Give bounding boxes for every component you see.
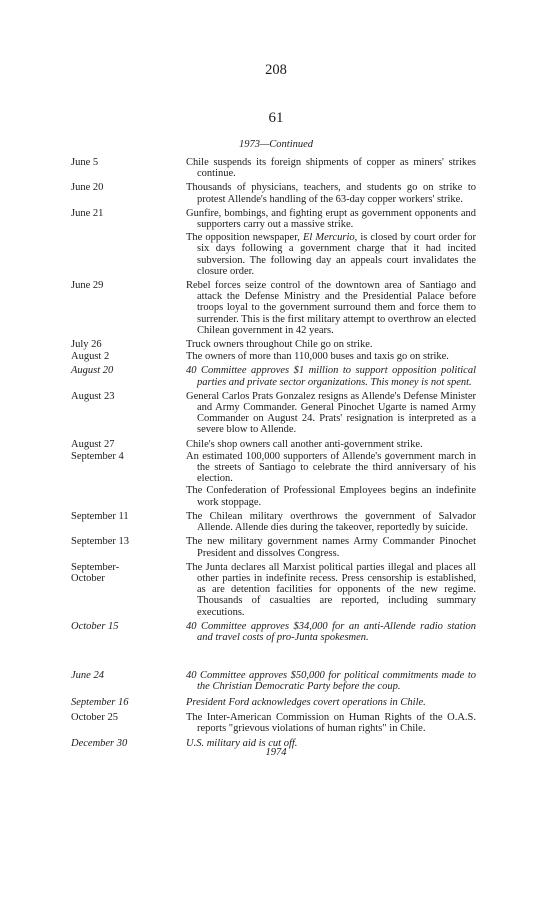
entry-description [186,439,476,450]
entry-text: 40 Committee approves $1 million to support opposition political parties and private sector organizations. This money is not spent. [186,365,476,388]
entry-date: June 5 [71,157,99,168]
entry-date: October 15 [71,620,119,632]
entry-date: August 20 [71,365,114,377]
entry-description [186,351,476,362]
entry-description [186,562,476,618]
chronology-entry [0,351,552,362]
chronology-entry [0,182,552,204]
subheading-1974: 1974 [265,747,287,758]
entry-text: The opposition newspaper, El Mercurio, is closed by court order for six days following a government charge that it had incited subversion. The following day an appeals court invalidates the closure order. [186,232,476,277]
entry-text: The owners of more than 110,000 buses and taxis go on strike. [186,351,449,363]
entry-text: U.S. military aid is cut off. [186,738,298,750]
section-number: 61 [268,110,284,126]
chronology-entry [0,280,552,336]
entry-text: Chile suspends its foreign shipments of copper as miners' strikes continue. [186,157,476,180]
entry-text: General Carlos Prats Gonzalez resigns as Allende's Defense Minister and Army Commander. General Pinochet Ugarte is named Army Commander on August 24. Prats' resignation is interpreted as a severe blow to Allende. [186,390,476,436]
entry-date: September 4 [71,450,124,462]
chronology-entry [0,511,552,533]
entry-date: October 25 [71,711,118,723]
entry-text: Gunfire, bombings, and fighting erupt as government opponents and supporters carry out a massive strike. [186,207,476,231]
entry-description [186,339,476,350]
chronology-entry [0,562,552,618]
entry-description [186,621,476,643]
chronology-entry [0,451,552,508]
chronology-entry [0,391,552,436]
entry-text: The Inter-American Commission on Human Rights of the O.A.S. reports "grievous violations of human rights" in Chile. [186,711,476,734]
entry-date: December 30 [71,738,128,750]
entry-description [186,697,476,708]
chronology-entry [0,365,552,387]
entry-date: September-October [71,561,120,584]
entry-date: August 27 [71,438,115,450]
chronology-entry [0,621,552,643]
entry-description [186,670,476,692]
chronology-entry [0,670,552,692]
entry-description [186,451,476,508]
entry-description [186,365,476,387]
entry-date: June 24 [71,670,104,682]
entry-date: September 16 [71,696,129,708]
section-heading: 1973—Continued [238,139,314,150]
entry-date: June 29 [71,280,104,292]
entry-date: June 21 [71,207,104,219]
entry-text: An estimated 100,000 supporters of Allende's government march in the streets of Santiago to celebrate the third anniversary of his election. [186,450,476,485]
chronology-entry [0,697,552,708]
chronology-entry [0,738,552,749]
chronology-entry [0,339,552,350]
entry-date: August 23 [71,390,115,402]
entry-text: 40 Committee approves $34,000 for an anti-Allende radio station and travel costs of pro-Junta spokesmen. [186,620,476,643]
entry-date: September 13 [71,536,130,548]
entry-text: Thousands of physicians, teachers, and students go on strike to protest Allende's handling of the 63-day copper workers' strike. [186,182,476,205]
entry-date: August 2 [71,351,110,363]
entry-text: Truck owners throughout Chile go on strike. [186,339,373,351]
entry-description [186,536,476,558]
chronology-entry [0,208,552,277]
entry-date: June 20 [71,182,104,194]
chronology-entry [0,157,552,179]
entry-text: The Chilean military overthrows the government of Salvador Allende. Allende dies during the takeover, reportedly by suicide. [186,510,476,534]
chronology-entries [0,157,552,749]
entry-description [186,511,476,533]
entry-date: July 26 [71,339,102,351]
entry-text: The Confederation of Professional Employees begins an indefinite work stoppage. [186,485,476,508]
entry-description [186,182,476,204]
entry-description [186,157,476,179]
chronology-entry [0,712,552,734]
entry-text: Rebel forces seize control of the downtown area of Santiago and attack the Defense Ministry and the Presidential Palace before troops loyal to the government surround them and force them to surrender. This is the first military attempt to overthrow an elected Chilean government in 42 years. [186,280,476,336]
entry-text: The Junta declares all Marxist political parties illegal and places all other parties in indefinite recess. Press censorship is established, as are detention facilities for opponents of the new regime. Thousands of casualties are reported, including summary executions. [186,561,476,618]
entry-description [186,208,476,277]
entry-text: The new military government names Army Commander Pinochet President and dissolves Congress. [186,536,476,559]
page-number: 208 [265,62,287,78]
entry-text: Chile's shop owners call another anti-government strike. [186,438,423,450]
entry-description [186,280,476,336]
entry-date: September 11 [71,510,129,522]
entry-text: 40 Committee approves $50,000 for political commitments made to the Christian Democratic Party before the coup. [186,670,476,693]
entry-description [186,712,476,734]
entry-text: President Ford acknowledges covert operations in Chile. [186,696,426,708]
chronology-entry [0,536,552,558]
chronology-entry [0,439,552,450]
entry-description [186,391,476,436]
entry-description [186,738,476,749]
